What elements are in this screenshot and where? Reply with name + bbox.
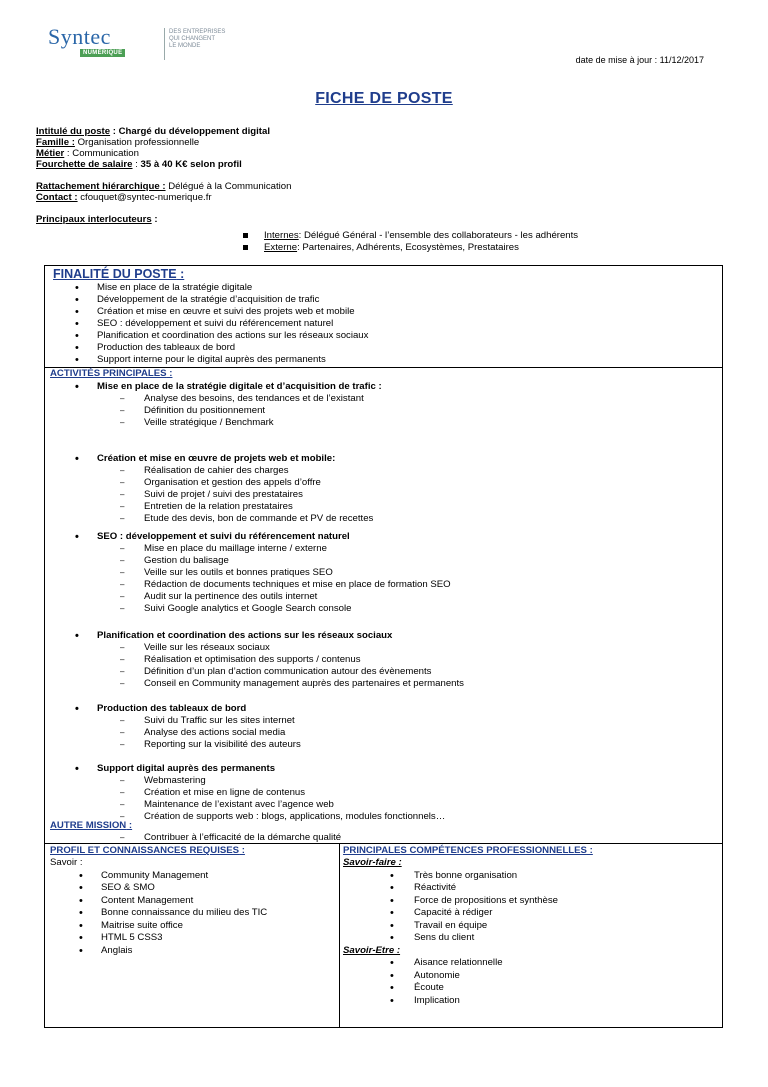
- interlocuteur-externe: Externe : Partenaires, Adhérents, Ecosystèmes, Prestataires: [243, 242, 578, 254]
- activity-title: • Support digital auprès des permanents: [45, 763, 724, 775]
- job-info: [36, 126, 736, 225]
- list-item: – Maintenance de l’existant avec l’agence web: [45, 799, 724, 811]
- list-item: – Rédaction de documents techniques et mise en place de formation SEO: [45, 579, 724, 591]
- list-item: – Création de supports web : blogs, applications, modules fonctionnels…: [45, 811, 724, 823]
- list-item: • Aisance relationnelle: [343, 957, 721, 970]
- list-item: • Réactivité: [343, 882, 721, 895]
- job-details-box: [44, 265, 723, 1028]
- column-divider: [339, 843, 340, 1027]
- list-item: – Gestion du balisage: [45, 555, 724, 567]
- autre-mission-heading: AUTRE MISSION :: [50, 820, 133, 831]
- list-item: • SEO : développement et suivi du référencement naturel: [45, 318, 368, 330]
- update-date: date de mise à jour : 11/12/2017: [575, 55, 704, 65]
- list-item: – Webmastering: [45, 775, 724, 787]
- list-item: – Réalisation de cahier des charges: [45, 465, 724, 477]
- list-item: • Production des tableaux de bord: [45, 342, 368, 354]
- activity-title: • Planification et coordination des actions sur les réseaux sociaux: [45, 630, 724, 642]
- list-item: • Bonne connaissance du milieu des TIC: [50, 907, 336, 920]
- profil-column: [50, 845, 336, 957]
- list-item: • Maitrise suite office: [50, 920, 336, 933]
- list-item: – Veille stratégique / Benchmark: [45, 417, 724, 429]
- list-item: – Analyse des besoins, des tendances et de l’existant: [45, 393, 724, 405]
- activity-title: • Production des tableaux de bord: [45, 703, 724, 715]
- list-item: • Force de propositions et synthèse: [343, 895, 721, 908]
- activity-title: • Mise en place de la stratégie digitale et d’acquisition de trafic :: [45, 381, 724, 393]
- activity-title: • SEO : développement et suivi du référencement naturel: [45, 531, 724, 543]
- info-rattachement: Rattachement hiérarchique : Délégué à la Communication: [36, 181, 292, 192]
- list-item: • Développement de la stratégie d’acquisition de trafic: [45, 294, 368, 306]
- section-divider: [45, 843, 722, 844]
- activity-group: [45, 703, 724, 751]
- list-item: • Implication: [343, 995, 721, 1008]
- logo-tagline: DES ENTREPRISES QUI CHANGENT LE MONDE: [169, 29, 226, 49]
- logo-subtitle: NUMÉRIQUE: [80, 49, 125, 57]
- list-item: • Mise en place de la stratégie digitale: [45, 282, 368, 294]
- savoir-etre-list: [343, 957, 721, 1007]
- list-item: – Mise en place du maillage interne / externe: [45, 543, 724, 555]
- list-item: – Veille sur les réseaux sociaux: [45, 642, 724, 654]
- profil-list: [50, 870, 336, 958]
- list-item: – Organisation et gestion des appels d’offre: [45, 477, 724, 489]
- list-item: – Reporting sur la visibilité des auteurs: [45, 739, 724, 751]
- competences-column: [343, 845, 721, 1007]
- activity-group: [45, 531, 724, 615]
- list-item: – Conseil en Community management auprès des partenaires et permanents: [45, 678, 724, 690]
- activites-heading: ACTIVITÉS PRINCIPALES :: [50, 368, 173, 379]
- info-salaire: Fourchette de salaire : 35 à 40 K€ selon profil: [36, 159, 242, 170]
- finalite-list: [45, 282, 368, 366]
- list-item: • SEO & SMO: [50, 882, 336, 895]
- list-item: – Etude des devis, bon de commande et PV de recettes: [45, 513, 724, 525]
- list-item: • Capacité à rédiger: [343, 907, 721, 920]
- list-item: • Anglais: [50, 945, 336, 958]
- list-item: – Audit sur la pertinence des outils internet: [45, 591, 724, 603]
- list-item: – Suivi de projet / suivi des prestataires: [45, 489, 724, 501]
- savoir-faire-list: [343, 870, 721, 945]
- logo-wordmark: Syntec: [48, 24, 111, 49]
- list-item: • Sens du client: [343, 932, 721, 945]
- list-item: – Création et mise en ligne de contenus: [45, 787, 724, 799]
- list-item: • Content Management: [50, 895, 336, 908]
- list-item: • Très bonne organisation: [343, 870, 721, 883]
- list-item: – Entretien de la relation prestataires: [45, 501, 724, 513]
- square-bullet-icon: [243, 245, 248, 250]
- list-item: – Définition du positionnement: [45, 405, 724, 417]
- activity-group: [45, 630, 724, 690]
- list-item: • Planification et coordination des actions sur les réseaux sociaux: [45, 330, 368, 342]
- info-metier: Métier : Communication: [36, 148, 139, 159]
- activity-group: [45, 381, 724, 429]
- syntec-logo: [48, 26, 238, 60]
- list-item: – Suivi du Traffic sur les sites internet: [45, 715, 724, 727]
- list-item: • Autonomie: [343, 970, 721, 983]
- interlocuteur-internes: Internes : Délégué Général - l’ensemble des collaborateurs - les adhérents: [243, 230, 578, 242]
- savoir-label: Savoir :: [50, 857, 83, 868]
- activity-group: [45, 763, 724, 823]
- info-contact: Contact : cfouquet@syntec-numerique.fr: [36, 192, 212, 203]
- activity-title: • Création et mise en œuvre de projets web et mobile:: [45, 453, 724, 465]
- square-bullet-icon: [243, 233, 248, 238]
- profil-heading: PROFIL ET CONNAISSANCES REQUISES :: [50, 845, 245, 856]
- competences-heading: PRINCIPALES COMPÉTENCES PROFESSIONNELLES :: [343, 845, 593, 856]
- list-item: – Suivi Google analytics et Google Search console: [45, 603, 724, 615]
- list-item: • HTML 5 CSS3: [50, 932, 336, 945]
- savoir-faire-label: Savoir-faire :: [343, 857, 402, 868]
- activity-group: [45, 453, 724, 525]
- list-item: – Veille sur les outils et bonnes pratiques SEO: [45, 567, 724, 579]
- interlocuteurs-list: [243, 230, 578, 254]
- logo-divider: [164, 28, 165, 60]
- finalite-heading: FINALITÉ DU POSTE :: [53, 267, 185, 281]
- info-intitule: Intitulé du poste : Chargé du développement digital: [36, 126, 271, 137]
- list-item: – Définition d’un plan d’action communication autour des évènements: [45, 666, 724, 678]
- list-item: • Création et mise en œuvre et suivi des projets web et mobile: [45, 306, 368, 318]
- info-famille: Famille : Organisation professionnelle: [36, 137, 200, 148]
- list-item: • Community Management: [50, 870, 336, 883]
- list-item: • Support interne pour le digital auprès des permanents: [45, 354, 368, 366]
- list-item: – Analyse des actions social media: [45, 727, 724, 739]
- savoir-etre-label: Savoir-Etre :: [343, 944, 401, 956]
- info-interlocuteurs: Principaux interlocuteurs :: [36, 214, 158, 225]
- list-item: – Contribuer à l’efficacité de la démarche qualité: [45, 832, 724, 844]
- list-item: – Réalisation et optimisation des supports / contenus: [45, 654, 724, 666]
- list-item: • Travail en équipe: [343, 920, 721, 933]
- list-item: • Écoute: [343, 982, 721, 995]
- page-title: FICHE DE POSTE: [315, 90, 453, 107]
